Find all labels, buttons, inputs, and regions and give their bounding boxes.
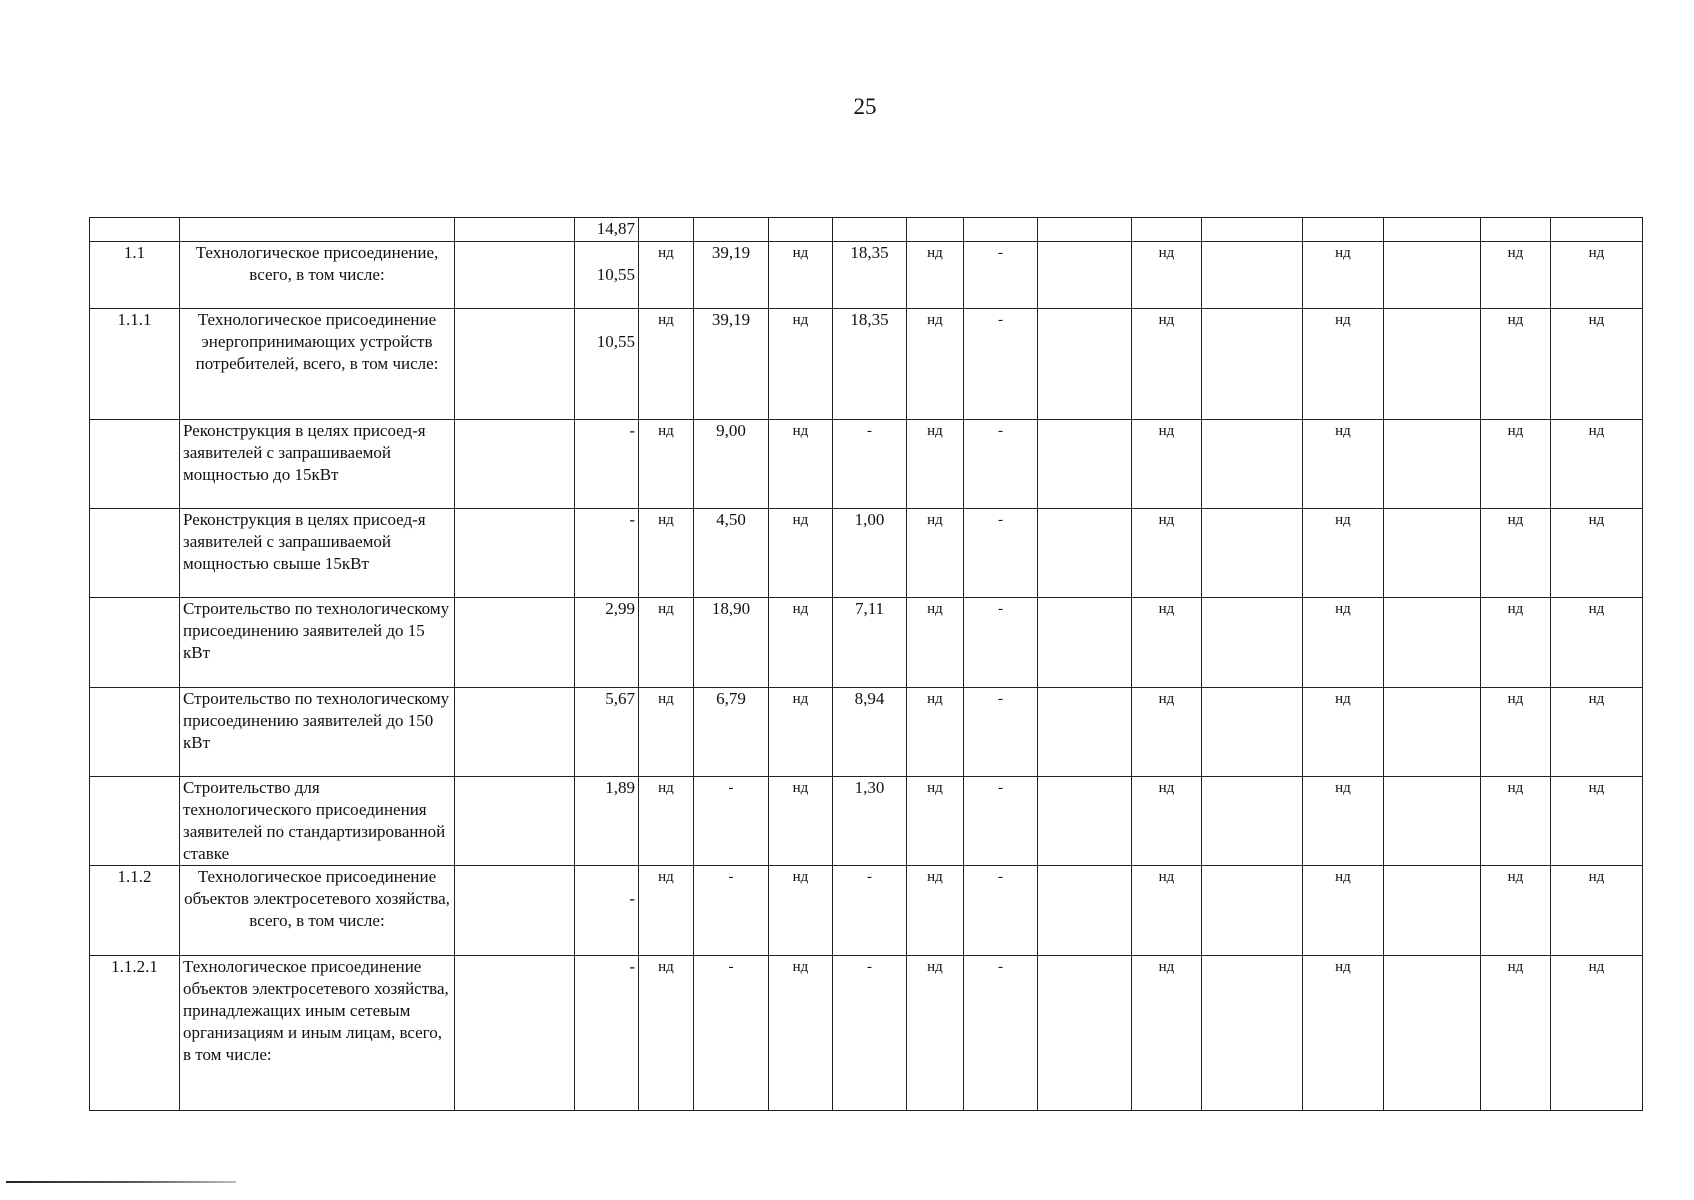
row-value: 5,67 [575, 688, 639, 777]
table-cell [455, 598, 575, 688]
table-cell [1038, 688, 1132, 777]
table-row [90, 688, 1643, 777]
row-value: нд [1132, 866, 1202, 956]
row-value: нд [907, 242, 964, 309]
row-value: нд [769, 956, 833, 1111]
table-cell [455, 866, 575, 956]
table-cell [1202, 777, 1303, 866]
row-value: нд [1132, 242, 1202, 309]
table-cell [1202, 509, 1303, 598]
row-value: - [964, 598, 1038, 688]
row-value: нд [907, 866, 964, 956]
table-cell [455, 509, 575, 598]
row-value: - [964, 688, 1038, 777]
table-cell [964, 218, 1038, 242]
row-value: нд [1481, 866, 1551, 956]
row-code [90, 509, 180, 598]
row-value: нд [1303, 598, 1384, 688]
row-value: нд [769, 598, 833, 688]
row-value: 1,30 [833, 777, 907, 866]
table-cell [90, 218, 180, 242]
row-value: - [694, 777, 769, 866]
row-value: нд [639, 420, 694, 509]
table-cell [1384, 866, 1481, 956]
table-cell [455, 309, 575, 420]
row-value: - [833, 420, 907, 509]
row-code: 1.1.2 [90, 866, 180, 956]
row-value: нд [1132, 309, 1202, 420]
table-cell [1303, 218, 1384, 242]
row-value: нд [1551, 309, 1643, 420]
row-value: нд [769, 242, 833, 309]
table-cell [1132, 218, 1202, 242]
row-value: - [964, 242, 1038, 309]
table-cell [1384, 509, 1481, 598]
table-cell [1384, 598, 1481, 688]
table-row [90, 309, 1643, 420]
table-cell [1202, 866, 1303, 956]
table-cell [455, 218, 575, 242]
table-cell [1481, 218, 1551, 242]
table-cell-value: 14,87 [575, 218, 639, 242]
row-value: нд [1551, 509, 1643, 598]
row-value: нд [1303, 688, 1384, 777]
row-code [90, 688, 180, 777]
row-name: Технологическое присоединение объектов электросетевого хозяйства, всего, в том числе: [180, 866, 455, 956]
row-value: нд [1132, 598, 1202, 688]
table-cell [1038, 866, 1132, 956]
row-value: нд [1132, 777, 1202, 866]
table-cell [1038, 242, 1132, 309]
row-value: нд [1303, 956, 1384, 1111]
row-value: нд [639, 688, 694, 777]
table-cell [455, 420, 575, 509]
table-cell [694, 218, 769, 242]
row-value: - [575, 866, 639, 956]
row-value: нд [769, 509, 833, 598]
row-value: нд [639, 956, 694, 1111]
row-value: нд [1303, 420, 1384, 509]
row-value: - [833, 866, 907, 956]
row-name: Реконструкция в целях присоед-я заявителей с запрашиваемой мощностью до 15кВт [180, 420, 455, 509]
row-value: нд [769, 777, 833, 866]
table-cell [1384, 218, 1481, 242]
footer-rule [6, 1181, 236, 1183]
row-value: нд [1481, 777, 1551, 866]
row-value: нд [639, 509, 694, 598]
table-cell [1384, 956, 1481, 1111]
table-cell [769, 218, 833, 242]
row-value: нд [907, 688, 964, 777]
row-value: нд [1551, 420, 1643, 509]
table-cell [1202, 242, 1303, 309]
row-value: нд [639, 309, 694, 420]
row-value: нд [1303, 866, 1384, 956]
table-cell [1038, 777, 1132, 866]
row-value: - [964, 420, 1038, 509]
row-value: нд [1551, 598, 1643, 688]
row-value: 39,19 [694, 242, 769, 309]
table-cell [1384, 688, 1481, 777]
table-cell [455, 777, 575, 866]
row-value: нд [1303, 509, 1384, 598]
row-value: - [964, 866, 1038, 956]
table-cell [1551, 218, 1643, 242]
row-value: нд [1303, 309, 1384, 420]
row-name: Технологическое присоединение объектов электросетевого хозяйства, принадлежащих иным сетевым организациям и иным лицам, всего, в том числе: [180, 956, 455, 1111]
table-row [90, 866, 1643, 956]
row-value: нд [639, 598, 694, 688]
row-value: нд [907, 509, 964, 598]
row-name: Технологическое присоединение энергопринимающих устройств потребителей, всего, в том числе: [180, 309, 455, 420]
table-row [90, 956, 1643, 1111]
table-row [90, 420, 1643, 509]
table-cell [1038, 420, 1132, 509]
row-value: нд [1551, 777, 1643, 866]
row-value: нд [1303, 242, 1384, 309]
row-value: 39,19 [694, 309, 769, 420]
row-value: нд [1132, 688, 1202, 777]
row-value: нд [907, 777, 964, 866]
row-value: нд [1481, 956, 1551, 1111]
table-header-row [90, 218, 1643, 242]
row-value: нд [1132, 956, 1202, 1111]
table-cell [1038, 598, 1132, 688]
table-cell [1384, 420, 1481, 509]
row-code [90, 598, 180, 688]
table-cell [1038, 309, 1132, 420]
row-value: - [575, 956, 639, 1111]
row-code: 1.1.2.1 [90, 956, 180, 1111]
table-cell [455, 956, 575, 1111]
table-cell [1202, 956, 1303, 1111]
row-code: 1.1.1 [90, 309, 180, 420]
row-value: нд [1551, 866, 1643, 956]
table-cell [455, 688, 575, 777]
row-value: - [964, 509, 1038, 598]
table-cell [1384, 242, 1481, 309]
row-value: нд [639, 777, 694, 866]
table-cell [1038, 509, 1132, 598]
row-name: Строительство для технологического присоединения заявителей по стандартизированной ставке [180, 777, 455, 866]
table-cell [907, 218, 964, 242]
row-value: нд [769, 420, 833, 509]
table-cell [180, 218, 455, 242]
row-value: нд [769, 309, 833, 420]
row-value: нд [1551, 956, 1643, 1111]
row-value: нд [1481, 242, 1551, 309]
row-value: - [964, 956, 1038, 1111]
row-value: 10,55 [575, 309, 639, 420]
table-row [90, 777, 1643, 866]
table-cell [1202, 420, 1303, 509]
page-number: 25 [853, 94, 877, 119]
table-cell [455, 242, 575, 309]
row-value: нд [1481, 420, 1551, 509]
row-value: нд [769, 866, 833, 956]
row-value: - [694, 956, 769, 1111]
row-value: нд [907, 956, 964, 1111]
row-value: нд [769, 688, 833, 777]
row-name: Технологическое присоединение, всего, в том числе: [180, 242, 455, 309]
row-code: 1.1 [90, 242, 180, 309]
row-value: - [964, 777, 1038, 866]
row-value: - [833, 956, 907, 1111]
table-row [90, 598, 1643, 688]
row-value: нд [1481, 309, 1551, 420]
table-cell [1202, 598, 1303, 688]
row-value: 10,55 [575, 242, 639, 309]
row-code [90, 420, 180, 509]
row-value: нд [907, 309, 964, 420]
row-value: - [694, 866, 769, 956]
data-table [89, 217, 1643, 1111]
row-value: 4,50 [694, 509, 769, 598]
row-value: 9,00 [694, 420, 769, 509]
row-value: нд [1481, 688, 1551, 777]
row-value: нд [639, 242, 694, 309]
row-name: Строительство по технологическому присоединению заявителей до 15 кВт [180, 598, 455, 688]
row-value: нд [1551, 242, 1643, 309]
row-value: 18,35 [833, 309, 907, 420]
row-value: 2,99 [575, 598, 639, 688]
row-value: 8,94 [833, 688, 907, 777]
row-value: нд [1132, 509, 1202, 598]
row-code [90, 777, 180, 866]
table-cell [1202, 218, 1303, 242]
row-value: 18,90 [694, 598, 769, 688]
table-row [90, 242, 1643, 309]
row-value: нд [1132, 420, 1202, 509]
row-value: нд [1551, 688, 1643, 777]
row-value: нд [639, 866, 694, 956]
table-cell [1038, 956, 1132, 1111]
table-row [90, 509, 1643, 598]
row-value: нд [907, 420, 964, 509]
table-cell [1202, 309, 1303, 420]
row-value: - [575, 420, 639, 509]
table-cell [833, 218, 907, 242]
table-cell [1384, 309, 1481, 420]
row-value: нд [907, 598, 964, 688]
row-value: нд [1481, 598, 1551, 688]
row-value: нд [1303, 777, 1384, 866]
table-cell [1202, 688, 1303, 777]
row-name: Реконструкция в целях присоед-я заявителей с запрашиваемой мощностью свыше 15кВт [180, 509, 455, 598]
row-value: 7,11 [833, 598, 907, 688]
row-value: 6,79 [694, 688, 769, 777]
table-cell [1384, 777, 1481, 866]
row-value: - [964, 309, 1038, 420]
row-value: - [575, 509, 639, 598]
table-cell [1038, 218, 1132, 242]
row-value: нд [1481, 509, 1551, 598]
row-name: Строительство по технологическому присоединению заявителей до 150 кВт [180, 688, 455, 777]
row-value: 18,35 [833, 242, 907, 309]
row-value: 1,00 [833, 509, 907, 598]
row-value: 1,89 [575, 777, 639, 866]
table-cell [639, 218, 694, 242]
